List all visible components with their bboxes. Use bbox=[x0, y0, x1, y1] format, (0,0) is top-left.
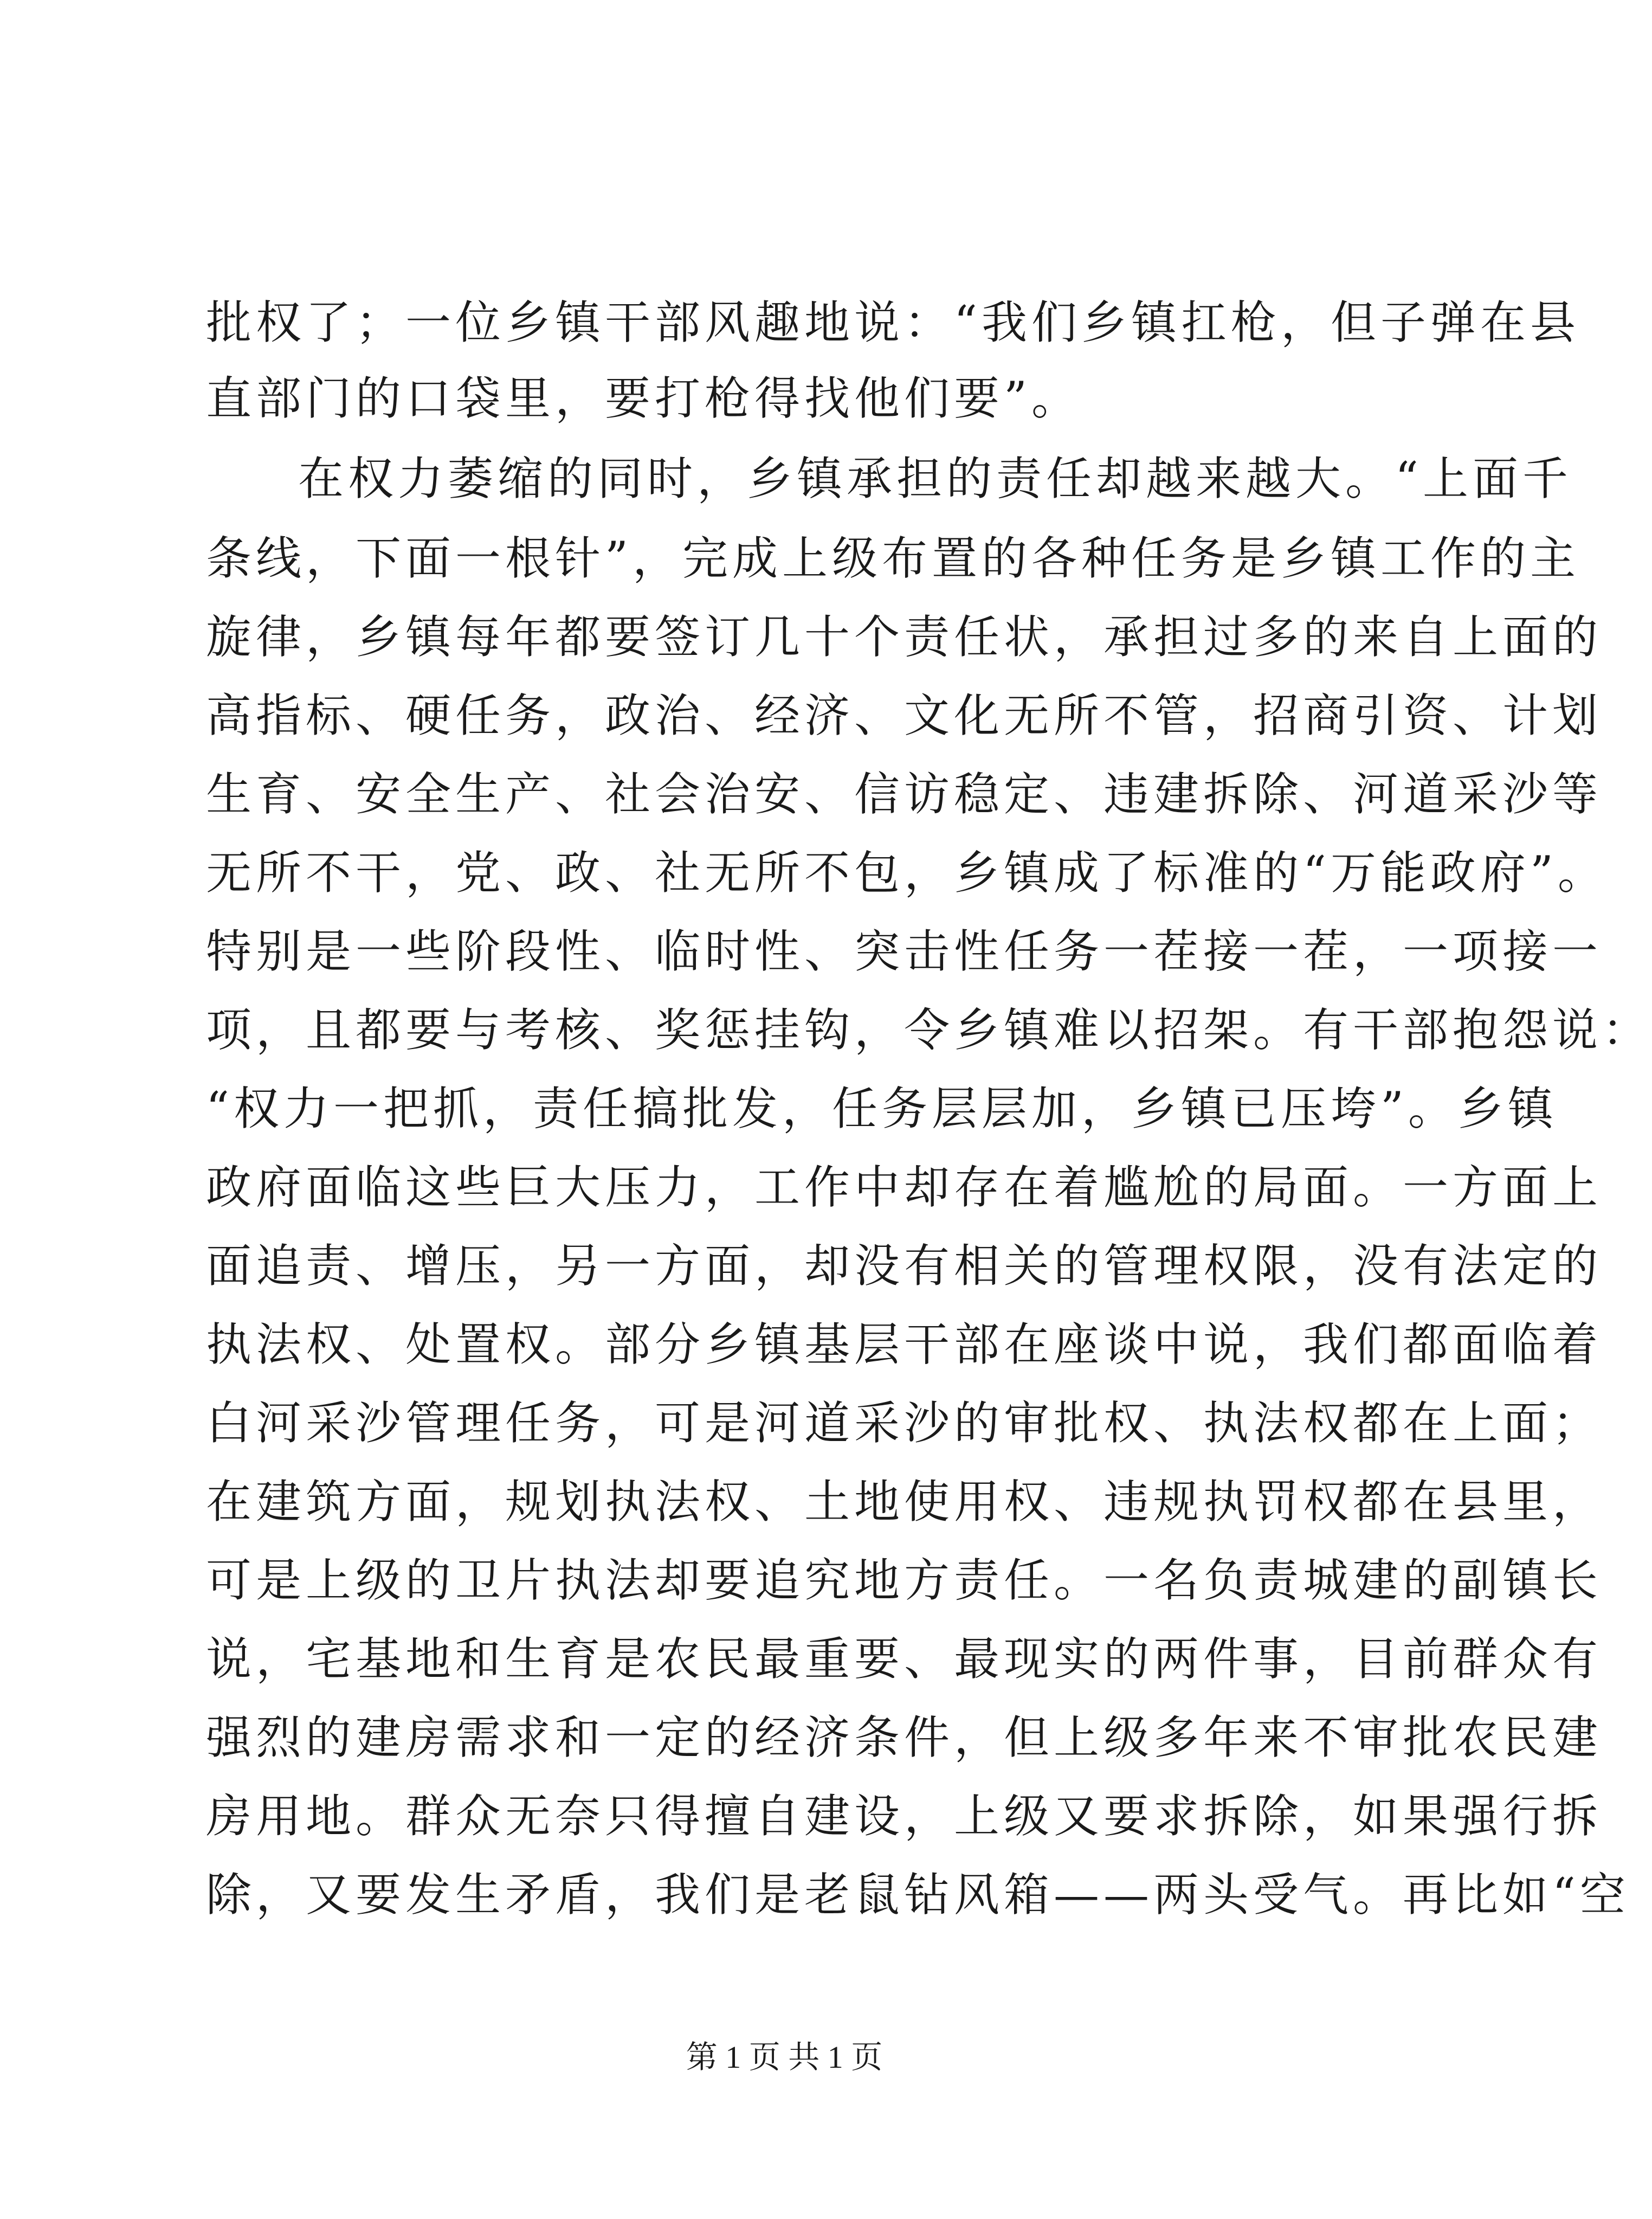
text-line-12: 政府面临这些巨大压力，工作中却存在着尴尬的局面。一方面上 bbox=[206, 1161, 1603, 1214]
text-line-2: 直部门的口袋里，要打枪得找他们要”。 bbox=[206, 372, 1081, 425]
text-line-9: 特别是一些阶段性、临时性、突击性任务一茬接一茬，一项接一 bbox=[206, 925, 1603, 978]
text-line-15: 白河采沙管理任务，可是河道采沙的审批权、执法权都在上面； bbox=[206, 1397, 1603, 1450]
text-line-14: 执法权、处置权。部分乡镇基层干部在座谈中说，我们都面临着 bbox=[206, 1318, 1603, 1371]
text-line-1: 批权了；一位乡镇干部风趣地说：“我们乡镇扛枪，但子弹在县 bbox=[206, 296, 1580, 349]
text-line-19: 强烈的建房需求和一定的经济条件，但上级多年来不审批农民建 bbox=[206, 1711, 1603, 1764]
text-line-4: 条线，下面一根针”，完成上级布置的各种任务是乡镇工作的主 bbox=[206, 532, 1580, 585]
text-line-18: 说，宅基地和生育是农民最重要、最现实的两件事，目前群众有 bbox=[206, 1632, 1603, 1686]
text-line-21: 除，又要发生矛盾，我们是老鼠钻风箱——两头受气。再比如“空 bbox=[206, 1868, 1630, 1921]
text-line-6: 高指标、硬任务，政治、经济、文化无所不管，招商引资、计划 bbox=[206, 689, 1603, 742]
text-line-16: 在建筑方面，规划执法权、土地使用权、违规执罚权都在县里， bbox=[206, 1475, 1603, 1528]
text-line-8: 无所不干，党、政、社无所不包，乡镇成了标准的“万能政府”。 bbox=[206, 846, 1608, 899]
text-line-3: 在权力萎缩的同时，乡镇承担的责任却越来越大。“上面千 bbox=[298, 452, 1572, 505]
page-footer: 第 1 页 共 1 页 bbox=[686, 2040, 883, 2075]
text-line-7: 生育、安全生产、社会治安、信访稳定、违建拆除、河道采沙等 bbox=[206, 768, 1603, 821]
text-line-5: 旋律，乡镇每年都要签订几十个责任状，承担过多的来自上面的 bbox=[206, 610, 1603, 664]
text-line-10: 项，且都要与考核、奖惩挂钩，令乡镇难以招架。有干部抱怨说： bbox=[206, 1004, 1652, 1057]
text-line-20: 房用地。群众无奈只得擅自建设，上级又要求拆除，如果强行拆 bbox=[206, 1790, 1603, 1843]
text-line-17: 可是上级的卫片执法却要追究地方责任。一名负责城建的副镇长 bbox=[206, 1554, 1603, 1607]
text-line-11: “权力一把抓，责任搞批发，任务层层加，乡镇已压垮”。乡镇 bbox=[206, 1082, 1558, 1135]
text-line-13: 面追责、增压，另一方面，却没有相关的管理权限，没有法定的 bbox=[206, 1239, 1603, 1292]
